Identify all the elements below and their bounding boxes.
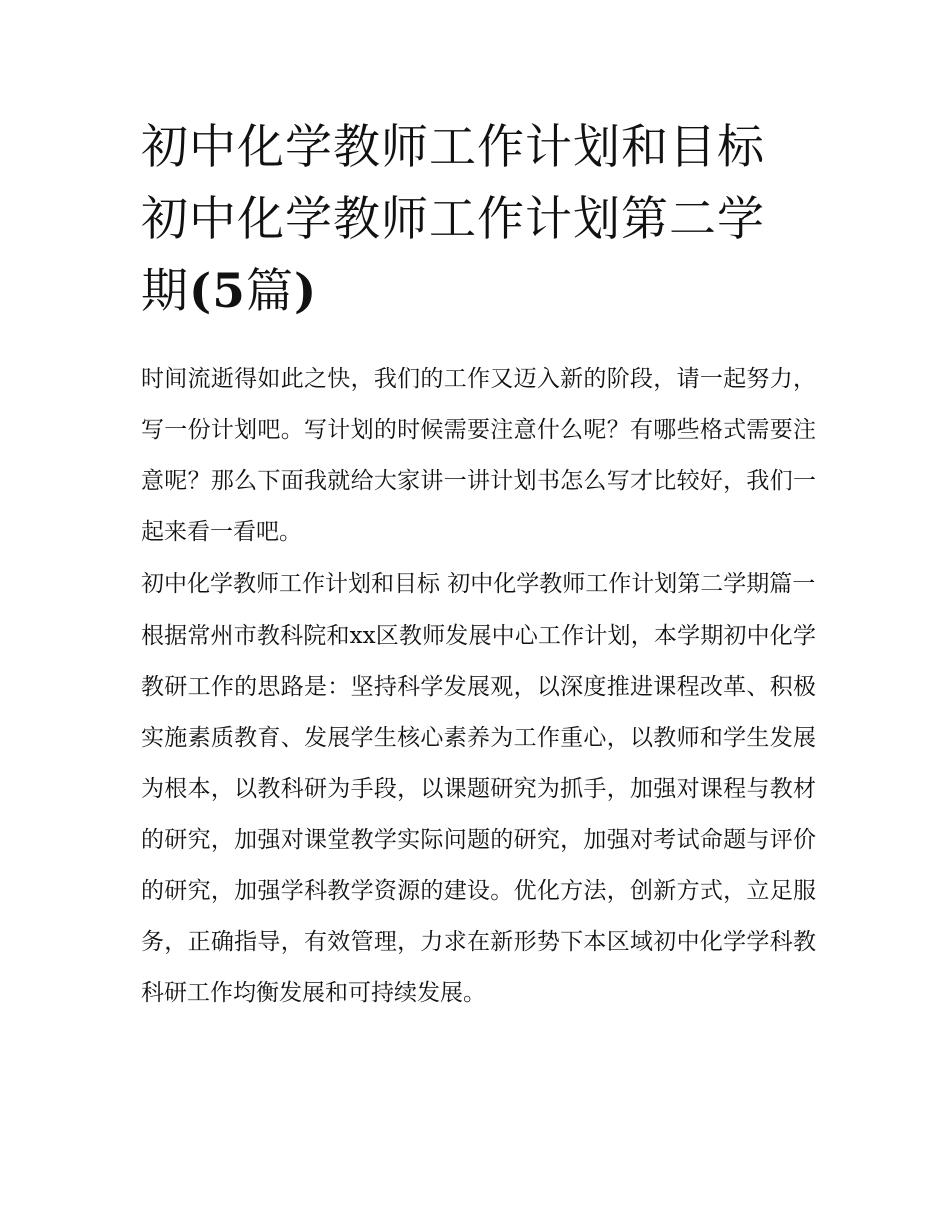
title-line-3-end: ) xyxy=(293,264,318,319)
title-line-3-suffix: 篇 xyxy=(245,264,294,319)
document-page xyxy=(141,112,816,1019)
section-heading: 初中化学教师工作计划和目标 初中化学教师工作计划第二学期篇一 xyxy=(141,571,816,597)
title-line-2: 初中化学教师工作计划第二学 xyxy=(141,192,765,247)
title-line-3-prefix: 期 xyxy=(141,264,189,319)
title-line-3-count: (5 xyxy=(189,264,246,319)
document-title xyxy=(141,112,816,328)
intro-paragraph: 时间流逝得如此之快，我们的工作又迈入新的阶段，请一起努力，写一份计划吧。写计划的时候需要注意什么呢？有哪些格式需要注意呢？那么下面我就给大家讲一讲计划书怎么写才比较好，我们一起来看一看吧。 xyxy=(141,366,816,545)
body-paragraph: 根据常州市教科院和xx区教师发展中心工作计划，本学期初中化学教研工作的思路是：坚持科学发展观，以深度推进课程改革、积极实施素质教育、发展学生核心素养为工作重心，以教师和学生发展为根本，以教科研为手段，以课题研究为抓手，加强对课程与教材的研究，加强对课堂教学实际问题的研究，加强对考试命题与评价的研究，加强学科教学资源的建设。优化方法，创新方式，立足服务，正确指导，有效管理，力求在新形势下本区域初中化学学科教科研工作均衡发展和可持续发展。 xyxy=(141,623,816,1006)
title-line-1: 初中化学教师工作计划和目标 xyxy=(141,120,765,175)
